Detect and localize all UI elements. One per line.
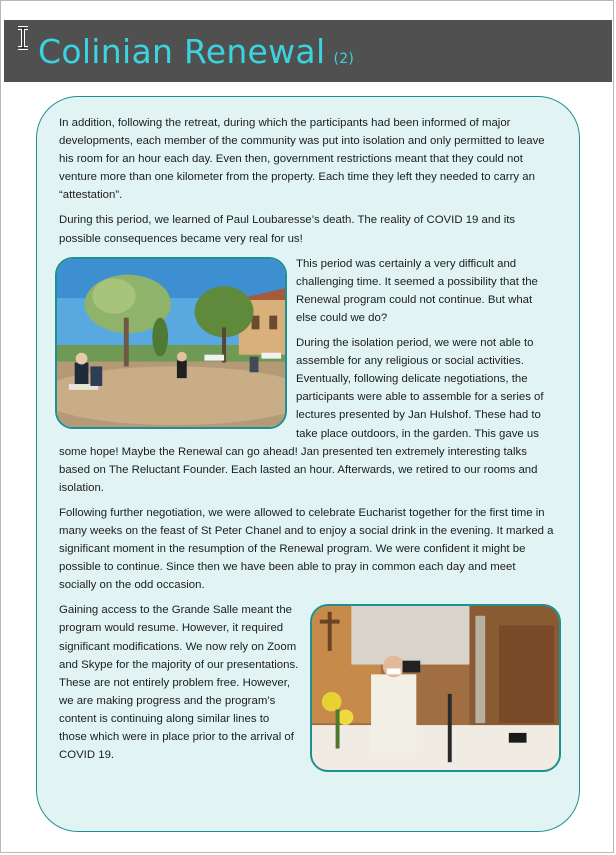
article-body — [59, 114, 555, 776]
chapel-eucharist-photo — [310, 604, 561, 772]
paragraph-3: This period was certainly a very difficult and challenging time. It seemed a possibility that the Renewal program could not continue. But what else could we do? — [296, 257, 538, 324]
page-title — [38, 32, 354, 71]
paragraph-5 — [59, 504, 555, 594]
paragraph-2: During this period, we learned of Paul Loubaresse’s death. The reality of COVID 19 and its possible consequences became very real for us! — [59, 214, 516, 245]
garden-lecture-photo — [55, 257, 287, 429]
page-title-text: Colinian Renewal — [38, 32, 326, 71]
page-title-number: (2) — [333, 51, 355, 67]
paragraph-6: Gaining access to the Grande Salle meant the program would resume. However, it required significant modifications. We now rely on Zoom and Skype for the majority of our presentations. These are not entirely problem free. However, we are making progress and the program’s content is continuing along similar lines to those which were in place prior to the arrival of COVID 19. — [59, 604, 299, 762]
paragraph-4: During the isolation period, we were not able to assemble for any religious or social activities. Eventually, following delicate negotiations, the participants were able to assemble for a series of lectures presented by Jan Hulshof. These had to take place outdoors, in the garden. This gave us some hope! Maybe the Renewal can go ahead! Jan presented ten extremely interesting talks based on The Reluctant Founder. Each lasted an hour. Afterwards, we retired to our rooms and isolation. — [59, 337, 544, 494]
paragraph-1: In addition, following the retreat, during which the participants had been informed of major developments, each member of the community was put into isolation and only permitted to leave his room for an hour each day. Even then, government restrictions meant that they could not venture more than one kilometer from the property. Each time they left they needed to carry an “attestation”. — [59, 117, 545, 202]
paragraph-5-text: Following further negotiation, we were allowed to celebrate Eucharist together for the first time in many weeks on the feast of St Peter Chanel and to enjoy a social drink in the evening. It marked a significant moment in the resumption of the Renewal program. We were confident it might be possible to continue. Since then we have been able to pray in common each day and meet socially on the odd occasion. — [59, 506, 554, 592]
text-cursor-icon — [15, 26, 31, 50]
